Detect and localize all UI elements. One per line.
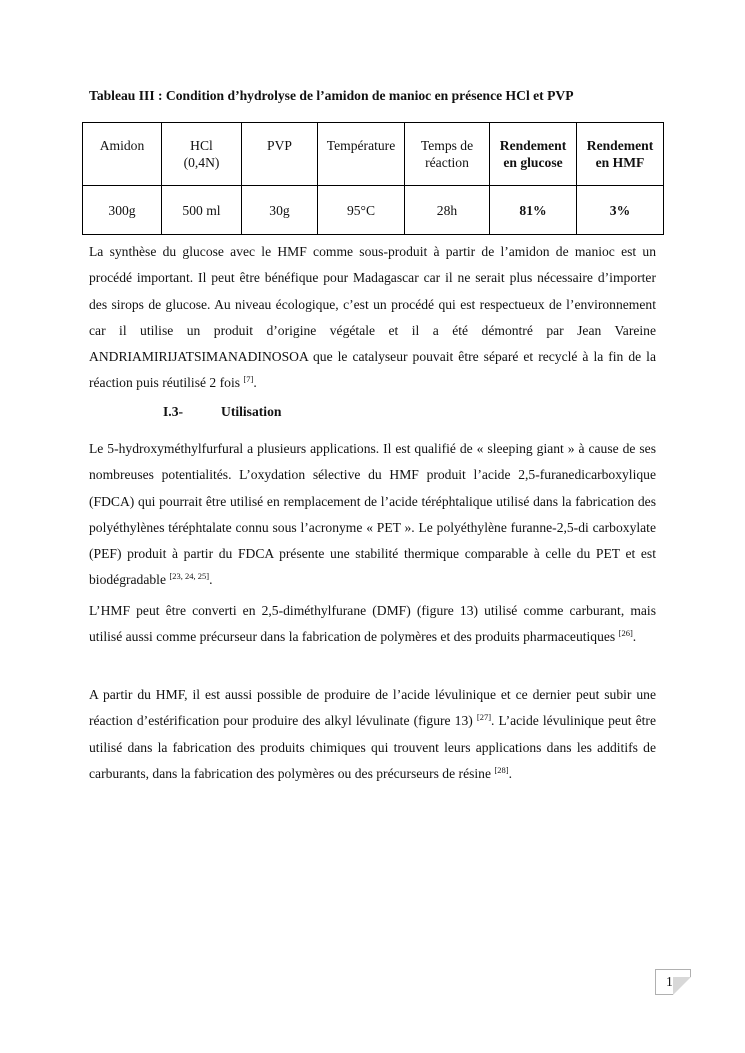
page-number-box <box>655 969 691 995</box>
citation-ref: [7] <box>243 374 254 385</box>
section-heading <box>163 404 281 420</box>
header-cell-rendement-glucose: Rendement en glucose <box>490 123 577 186</box>
cell-pvp: 30g <box>242 186 318 235</box>
cell-hcl: 500 ml <box>162 186 242 235</box>
header-cell-pvp: PVP <box>242 123 318 186</box>
page-number: 10 <box>666 974 680 989</box>
header-cell-rendement-hmf: Rendement en HMF <box>577 123 664 186</box>
table-header-row <box>83 123 664 186</box>
section-title: Utilisation <box>221 404 282 419</box>
header-cell-temps-reaction: Temps de réaction <box>405 123 490 186</box>
paragraph-hmf-applications: Le 5-hydroxyméthylfurfural a plusieurs applications. Il est qualifié de « sleeping giant » à cause de ses nombreuses potentialités. L’oxydation sélective du HMF produit l’acide 2,5-furanedicarboxylique (FDCA) qui pourrait être utilisé en remplacement de l’acide téréphtalique utilisé dans la fabrication des polyéthylènes téréphtalate connu sous l’acronyme « PET ». Le polyéthylène furanne-2,5-di carboxylate (PEF) produit à partir du FDCA présente une stabilité thermique comparable à celle du PET et est biodégradable [23, 24, 25]. <box>89 441 656 588</box>
table-caption: Tableau III : Condition d’hydrolyse de l’amidon de manioc en présence HCl et PVP <box>89 88 574 103</box>
table-row <box>83 186 664 235</box>
paragraph-synthese: La synthèse du glucose avec le HMF comme sous-produit à partir de l’amidon de manioc est un procédé important. Il peut être bénéfique pour Madagascar car il ne serait plus nécessaire d’importer des sirops de glucose. Au niveau écologique, c’est un procédé qui est respectueux de l’environnement car il utilise un produit d’origine végétale et il a été démontré par Jean Vareine ANDRIAMIRIJATSIMANADINOSOA que le catalyseur pouvait être séparé et recyclé à la fin de la réaction puis réutilisé 2 fois [7]. <box>89 244 656 391</box>
cell-temps: 28h <box>405 186 490 235</box>
citation-ref: [26] <box>618 628 633 639</box>
citation-ref: [27] <box>476 712 492 723</box>
cell-rendement-hmf: 3% <box>577 186 664 235</box>
cell-rendement-glucose: 81% <box>490 186 577 235</box>
section-number: I.3- <box>163 404 184 419</box>
cell-temperature: 95°C <box>318 186 405 235</box>
cell-amidon: 300g <box>83 186 162 235</box>
hydrolysis-conditions-table <box>82 122 664 235</box>
header-cell-amidon: Amidon <box>83 123 162 186</box>
page-curl-icon <box>673 977 691 995</box>
header-cell-hcl: HCl (0,4N) <box>162 123 242 186</box>
citation-ref: [23, 24, 25] <box>169 571 210 582</box>
paragraph-levulinique: A partir du HMF, il est aussi possible de produire de l’acide lévulinique et ce dernier peut subir une réaction d’estérification pour produire des alkyl lévulinate (figure 13) [27]. L’acide lévulinique peut être utilisé dans la fabrication des produits chimiques qui trouvent leurs applications dans les additifs de carburants, dans la fabrication des polymères ou des précurseurs de résine [28]. <box>89 687 656 781</box>
header-cell-temperature: Température <box>318 123 405 186</box>
citation-ref: [28] <box>494 764 509 775</box>
paragraph-dmf: L’HMF peut être converti en 2,5-diméthylfurane (DMF) (figure 13) utilisé comme carburant, mais utilisé aussi comme précurseur dans la fabrication de polymères et des produits pharmaceutiques [26]. <box>89 603 656 645</box>
